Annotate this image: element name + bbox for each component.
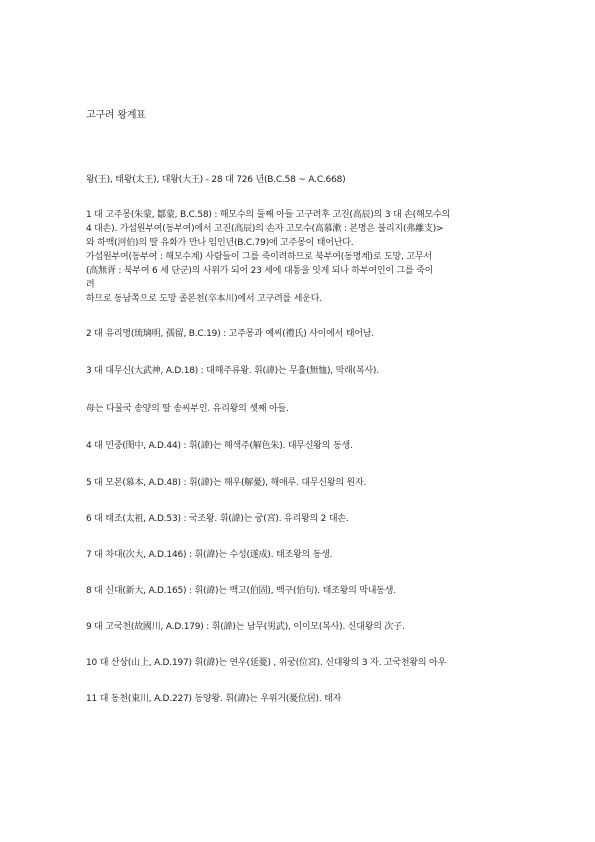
king1-line-3: 와 하백(河伯)의 딸 유화가 만나 임인년(B.C.79)에 고주몽이 태어난다. [86,238,354,248]
king11-line: 11 대 동천(東川, A.D.227) 동양왕. 휘(諱)는 우위거(憂位居). 태자 [86,694,342,704]
king6-line: 6 대 태조(太祖, A.D.53) : 국조왕. 휘(諱)는 궁(宮). 유리왕의 2 대손. [86,514,349,524]
king8-line: 8 대 신대(新大, A.D.165) : 휘(諱)는 백고(伯固), 백구(伯句). 태조왕의 막내동생. [86,586,396,596]
king1-line-5: (高無胥 : 북부여 6 세 단군)의 사위가 되어 23 세에 대통을 잇게 되나 하부여인이 그를 죽이 [86,266,434,276]
king1-line-1: 1 대 고주몽(朱蒙, 鄒蒙, B.C.58) : 해모수의 둘째 아들 고구려후 고진(高辰)의 3 대 손(해모수의 [86,210,450,220]
document-title: 고구려 왕계표 [86,110,146,121]
king7-line: 7 대 차대(次大, A.D.146) : 휘(諱)는 수성(遂成). 태조왕의 동생. [86,550,333,560]
king1-line-4: 가섭원부여(동부여 : 해모수계) 사람들이 그를 죽이려하므로 북부여(동명계)로 도망, 고무서 [86,252,432,262]
king3-mother-line: 母는 다물국 송양의 딸 송씨부인. 유리왕의 셋째 아들. [86,404,289,414]
king1-line-2: 4 대손). 가섭원부여(동부여)에서 고진(高辰)의 손자 고모수(高慕漱 : 본명은 불리지(弗離支)> [86,224,444,234]
king9-line: 9 대 고국천(故國川, A.D.179) : 휘(諱)는 남무(男武), 이이모(복사). 신대왕의 次子. [86,622,405,632]
king2-line: 2 대 유리명(琉璃明, 孺留, B.C.19) : 고주몽과 예씨(禮氏) 사이에서 태어남. [86,329,374,339]
king1-line-7: 하므로 동남쪽으로 도망 졸본천(卒本川)에서 고구려를 세운다. [86,294,322,304]
king10-line: 10 대 산상(山上, A.D.197) 휘(諱)는 연우(延憂) , 위궁(位宮). 신대왕의 3 자. 고국천왕의 아우 [86,658,447,668]
king1-line-6: 려 [86,280,95,290]
king4-line: 4 대 민중(閔中, A.D.44) : 휘(諱)는 해색주(解色朱). 대무신왕의 동생. [86,441,353,451]
intro-line: 왕(王), 태왕(太王), 대왕(大王) - 28 대 726 년(B.C.58 ~ A.C.668) [86,175,346,185]
king3-line: 3 대 대무신(大武神, A.D.18) : 대해주류왕. 휘(諱)는 무휼(無恤), 막래(복사). [86,366,379,376]
king5-line: 5 대 모본(慕本, A.D.48) : 휘(諱)는 해우(解憂), 해애루. 대무신왕의 원자. [86,478,367,488]
